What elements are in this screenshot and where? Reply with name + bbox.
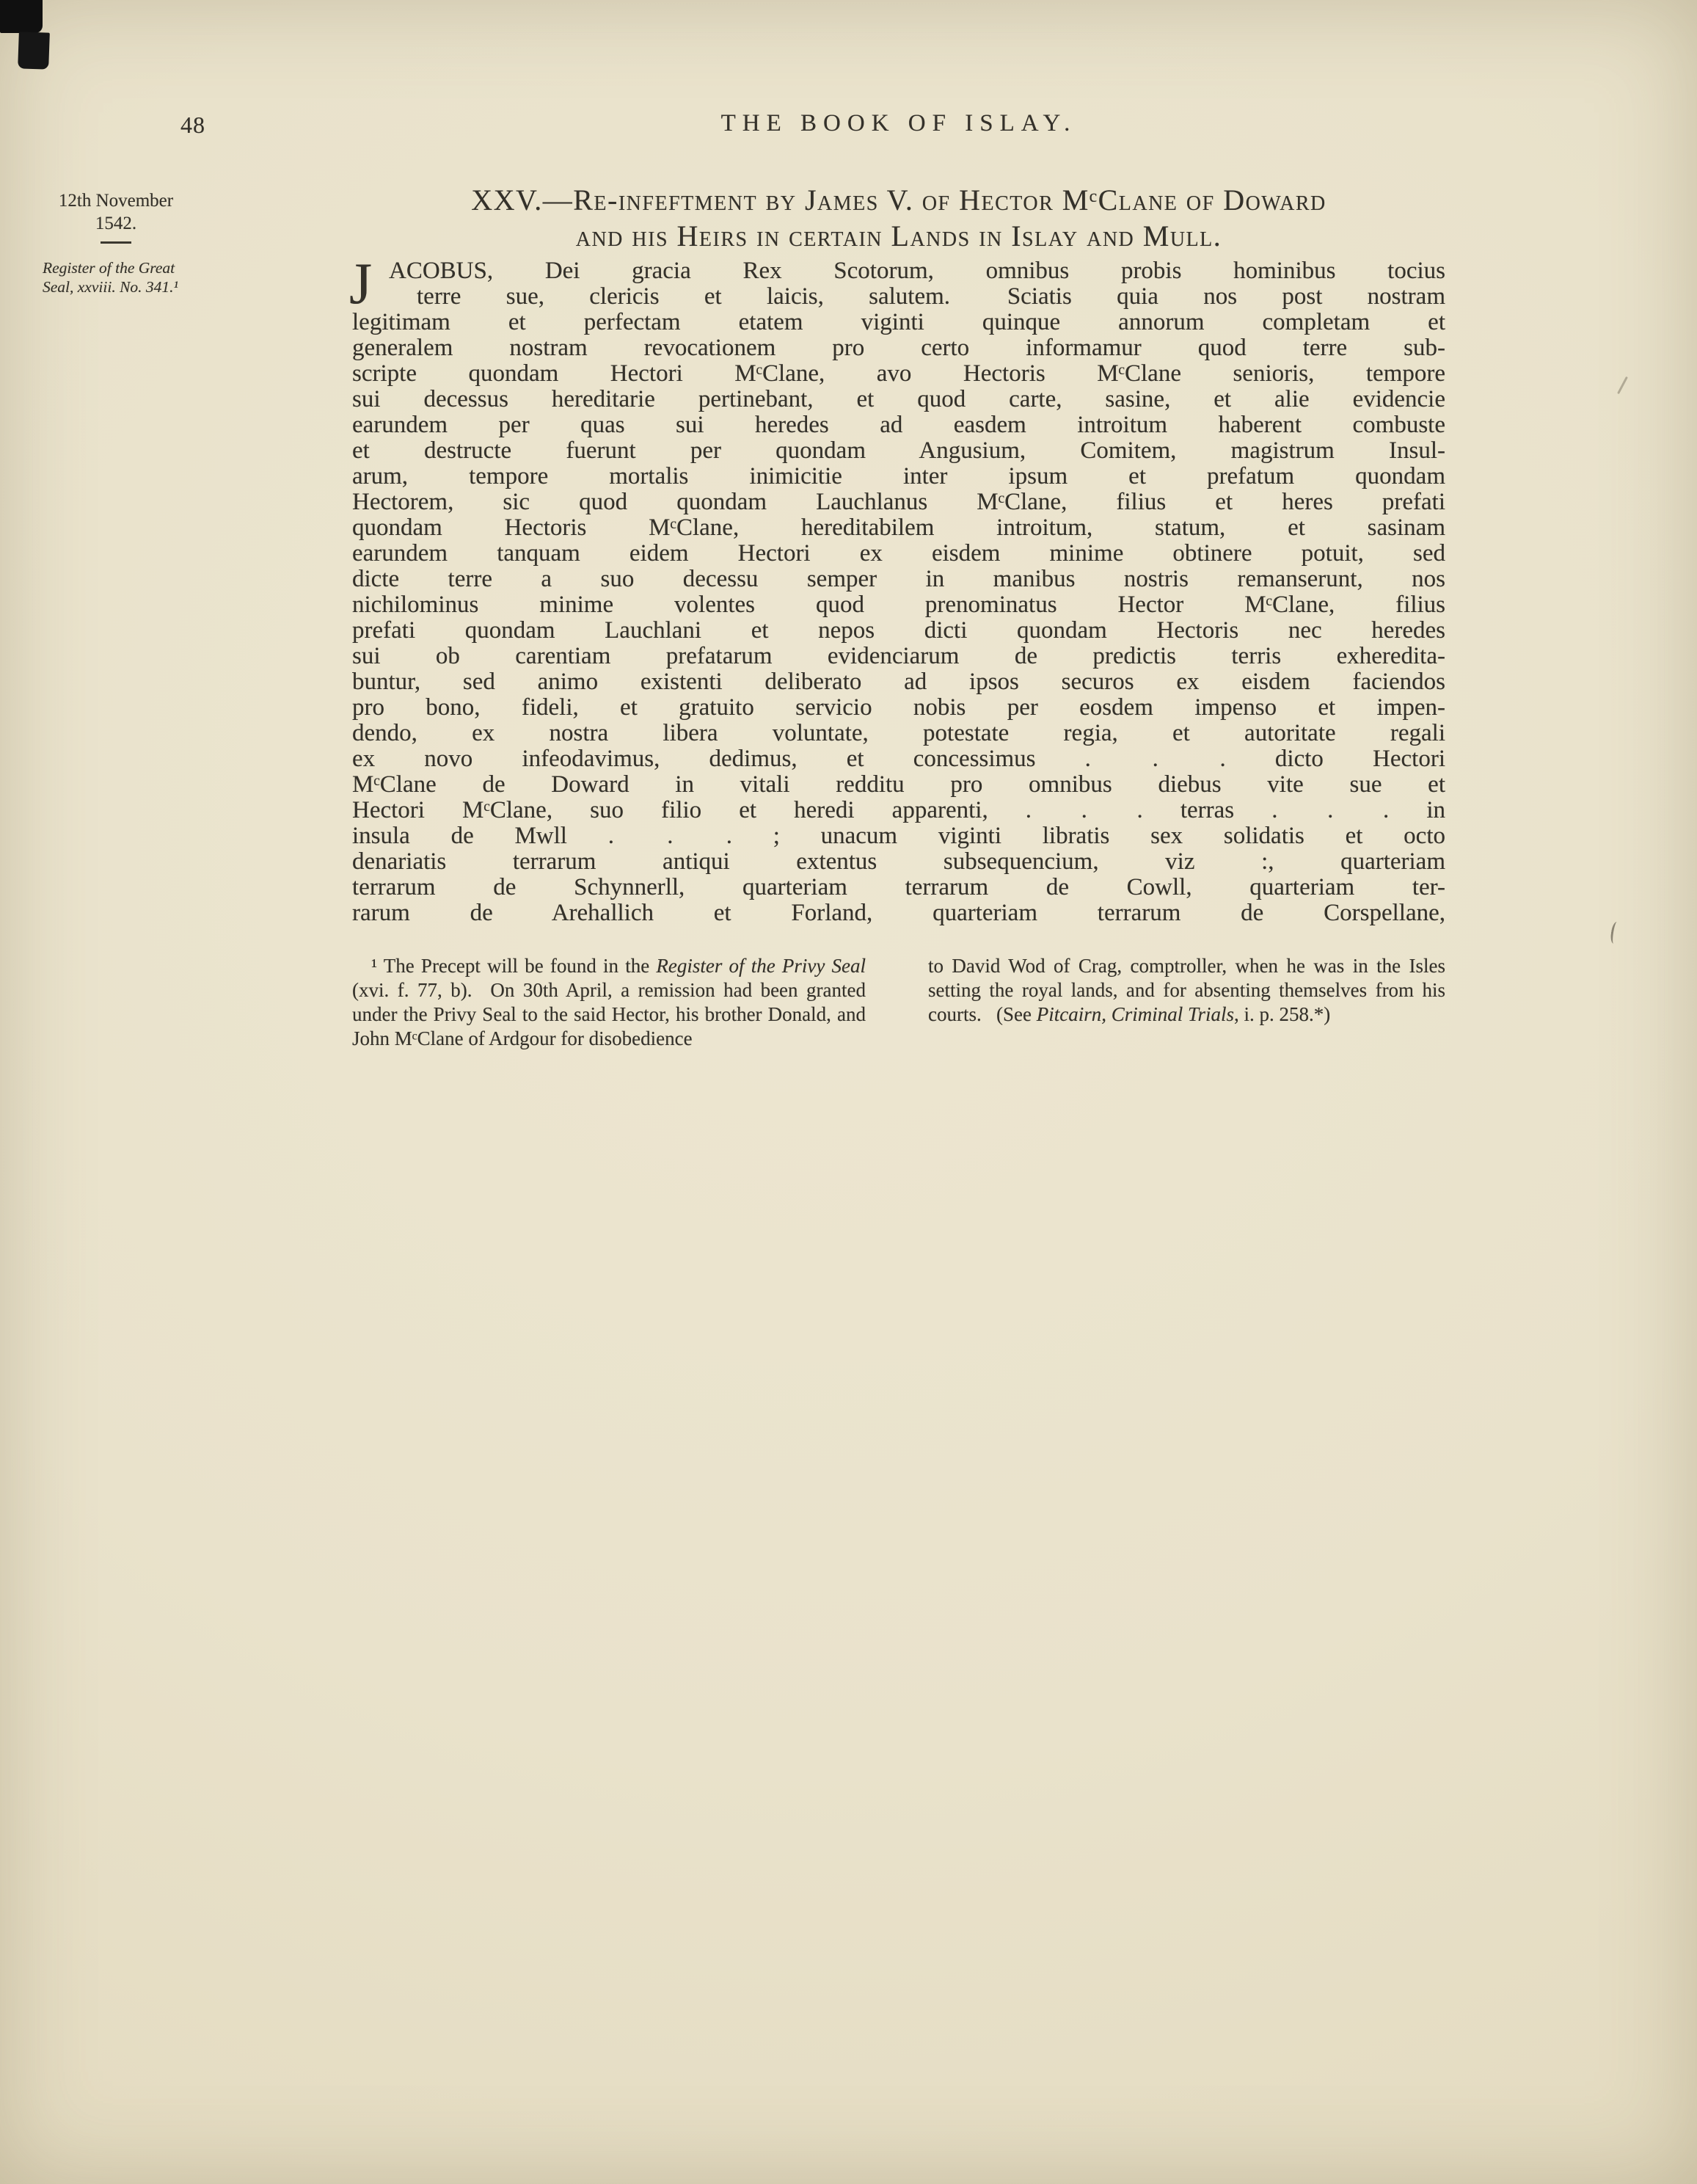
margin-date-line1: 12th November: [58, 191, 174, 211]
scan-artifact-corner-lower: [18, 32, 50, 69]
body-text-line: scripte quondam Hectori MᶜClane, avo Hectoris MᶜClane senioris, tempore: [352, 360, 1445, 387]
margin-date-line2: 1542.: [95, 214, 137, 233]
body-text-line: terrarum de Schynnerll, quarteriam terrarum de Cowll, quarteriam ter-: [352, 874, 1445, 900]
footnote-italic-title: Register of the Privy Seal: [656, 955, 866, 977]
footnote-text-segment: to David Wod of Crag, comptroller, when he was in the Isles setting the royal lands, and for absenting themselves from his courts. (See: [928, 955, 1445, 1025]
footnote-left-column: [352, 954, 866, 1051]
body-text-line: terre sue, clericis et laicis, salutem. Sciatis quia nos post nostram: [417, 283, 1445, 310]
scan-speck: [1610, 921, 1621, 944]
body-text-line: et destructe fuerunt per quondam Angusium, Comitem, magistrum Insul-: [352, 437, 1445, 464]
body-text-line: dendo, ex nostra libera voluntate, potestate regia, et autoritate regali: [352, 720, 1445, 746]
running-title: THE BOOK OF ISLAY.: [720, 110, 1077, 136]
body-text-line: earundem tanquam eidem Hectori ex eisdem minime obtinere potuit, sed: [352, 540, 1445, 567]
scan-speck: [1617, 376, 1628, 394]
body-text-line: generalem nostram revocationem pro certo informamur quod terre sub-: [352, 335, 1445, 361]
body-text-line: arum, tempore mortalis inimicitie inter ipsum et prefatum quondam: [352, 463, 1445, 489]
margin-date-note: [44, 189, 188, 244]
body-text-line: Hectorem, sic quod quondam Lauchlanus MᶜClane, filius et heres prefati: [352, 489, 1445, 515]
body-text-line: prefati quondam Lauchlani et nepos dicti quondam Hectoris nec heredes: [352, 617, 1445, 644]
body-text-line: buntur, sed animo existenti deliberato ad ipsos securos ex eisdem faciendos: [352, 669, 1445, 695]
footnote-italic-title: Pitcairn, Criminal Trials: [1036, 1003, 1235, 1025]
footnotes-section: [352, 954, 1445, 1051]
body-text-line: earundem per quas sui heredes ad easdem introitum haberent combuste: [352, 412, 1445, 438]
body-text-line: ex novo infeodavimus, dedimus, et concessimus . . . dicto Hectori: [352, 746, 1445, 772]
body-line-text: ACOBUS, Dei gracia Rex Scotorum, omnibus probis hominibus tocius: [389, 258, 1445, 284]
body-text-line: insula de Mwll . . . ; unacum viginti libratis sex solidatis et octo: [352, 823, 1445, 849]
margin-rule: [101, 241, 131, 244]
body-text-line: pro bono, fideli, et gratuito servicio nobis per eosdem impenso et impen-: [352, 694, 1445, 721]
body-text-line: legitimam et perfectam etatem viginti quinque annorum completam et: [352, 309, 1445, 335]
footnote-text-segment: , i. p. 258.*): [1234, 1003, 1331, 1025]
scan-artifact-corner: [0, 0, 43, 33]
footnote-text-segment: (xvi. f. 77, b). On 30th April, a remission had been granted under the Privy Seal to the said Hector, his brother Donald, and John MᶜClane of Ardgour for disobedience: [352, 979, 866, 1049]
body-text-line: sui ob carentiam prefatarum evidenciarum de predictis terris exheredita-: [352, 643, 1445, 669]
footnote-right-column: [928, 954, 1445, 1051]
section-heading: [352, 182, 1445, 254]
body-text-line: denariatis terrarum antiqui extentus subsequencium, viz :, quarteriam: [352, 848, 1445, 875]
section-heading-line-1: XXV.—Re-infeftment by James V. of Hector MᶜClane of Doward: [471, 183, 1326, 216]
section-heading-line-2: and his Heirs in certain Lands in Islay and Mull.: [575, 219, 1222, 252]
body-text-line: nichilominus minime volentes quod prenominatus Hector MᶜClane, filius: [352, 592, 1445, 618]
drop-cap-letter: J: [349, 252, 373, 316]
body-text-line: Hectori MᶜClane, suo filio et heredi apparenti, . . . terras . . . in: [352, 797, 1445, 823]
body-text-line: dicte terre a suo decessu semper in manibus nostris remanserunt, nos: [352, 566, 1445, 592]
body-text-line: rarum de Arehallich et Forland, quarteriam terrarum de Corspellane,: [352, 900, 1445, 926]
page-number: 48: [180, 112, 205, 138]
margin-source-note: Register of the Great Seal, xxviii. No. 341.¹: [43, 259, 178, 296]
body-text-line: MᶜClane de Doward in vitali redditu pro omnibus diebus vite sue et: [352, 771, 1445, 798]
body-text: [349, 252, 1445, 926]
footnote-text-segment: ¹ The Precept will be found in the: [371, 955, 657, 977]
body-text-line: sui decessus hereditarie pertinebant, et quod carte, sasine, et alie evidencie: [352, 386, 1445, 412]
body-text-line: quondam Hectoris MᶜClane, hereditabilem introitum, statum, et sasinam: [352, 514, 1445, 541]
